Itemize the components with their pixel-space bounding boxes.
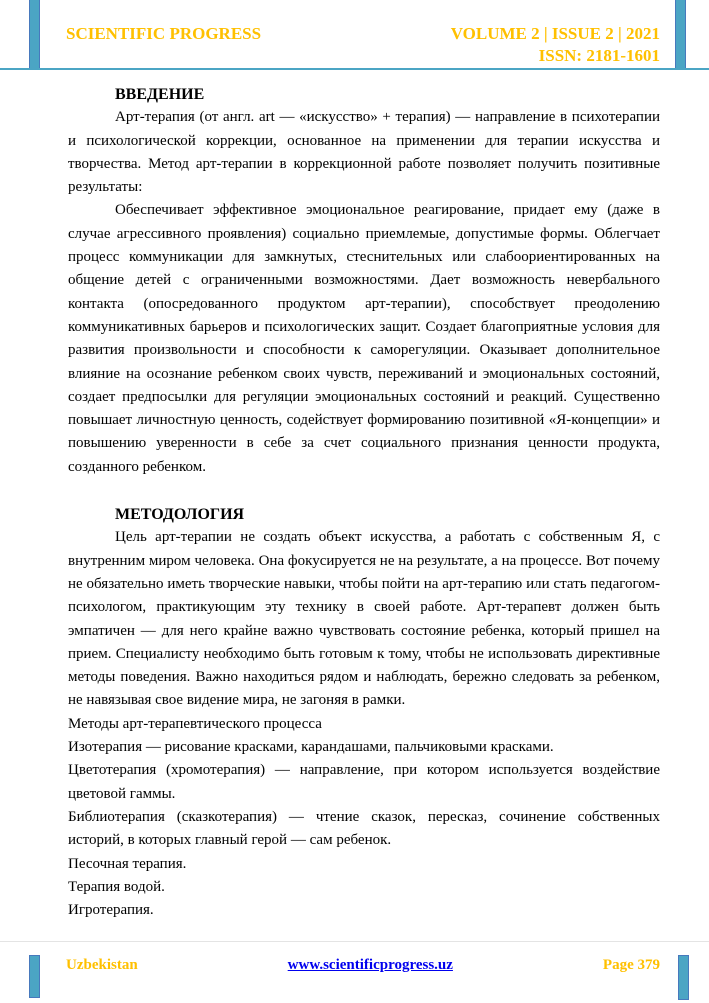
article-body xyxy=(68,83,660,918)
method-line-colortherapy: Цветотерапия (хромотерапия) — направление, при котором используется воздействие цветовой гаммы. xyxy=(68,762,660,802)
methodology-paragraph-1: Цель арт-терапии не создать объект искусства, а работать с собственным Я, с внутренним миром человека. Она фокусируется не на результате, а на процессе. Вот почему не обязательно иметь творческие навыки, чтобы пойти на арт-терапию или стать педагогом-психологом, практикующим эту технику в своей работе. Арт-терапевт должен быть эмпатичен — для него крайне важно чувствовать состояние ребенка, который пришел на прием. Специалисту необходимо быть готовым к тому, чтобы не использовать директивные методы поведения. Важно находиться рядом и наблюдать, бережно следовать за ребенком, не навязывая свое видение мира, не загоняя в рамки. xyxy=(68,529,660,709)
footer-accent-bar-right xyxy=(678,955,689,1000)
header-rule xyxy=(0,68,709,70)
page-header xyxy=(66,23,660,67)
method-line-bibliotherapy: Библиотерапия (сказкотерапия) — чтение сказок, пересказ, сочинение собственных историй, в которых главный герой — сам ребенок. xyxy=(68,808,660,849)
volume-issue-label: VOLUME 2 | ISSUE 2 | 2021 xyxy=(450,24,660,43)
footer-site-link[interactable]: www.scientificprogress.uz xyxy=(287,957,453,973)
issue-info xyxy=(451,23,660,67)
journal-title: SCIENTIFIC PROGRESS xyxy=(66,24,262,43)
methods-list-title: Методы арт-терапевтического процесса xyxy=(68,715,322,732)
method-line-watertherapy: Терапия водой. xyxy=(68,878,165,895)
issn-label: ISSN: 2181-1601 xyxy=(538,46,660,65)
method-line-sandtherapy: Песочная терапия. xyxy=(68,855,187,872)
footer-accent-bar-left xyxy=(29,955,40,998)
intro-paragraph-1: Арт-терапия (от англ. art — «искусство» + терапия) — направление в психотерапии и психологической коррекции, основанное на применении для терапии искусства и творчества. Метод арт-терапии в коррекционной работе позволяет получить позитивные результаты: xyxy=(68,109,660,196)
header-accent-bar-left xyxy=(29,0,40,69)
page-footer xyxy=(66,955,660,975)
method-line-playtherapy: Игротерапия. xyxy=(68,902,154,918)
header-accent-bar-right xyxy=(675,0,686,69)
section-heading-methodology: МЕТОДОЛОГИЯ xyxy=(115,506,245,524)
method-line-izotherapy: Изотерапия — рисование красками, карандашами, пальчиковыми красками. xyxy=(68,739,554,756)
section-heading-introduction: ВВЕДЕНИЕ xyxy=(115,86,205,103)
intro-paragraph-2: Обеспечивает эффективное эмоциональное реагирование, придает ему (даже в случае агрессивного проявления) социально приемлемые, допустимые формы. Облегчает процесс коммуникации для замкнутых, стеснительных или слабоориентированных на общение детей с ограниченными возможностями. Дает возможность невербального контакта (опосредованного продуктом арт-терапии), способствует преодолению коммуникативных барьеров и психологических защит. Создает благоприятные условия для развития произвольности и способности к саморегуляции. Оказывает дополнительное влияние на осознание ребенком своих чувств, переживаний и эмоциональных состояний, создает предпосылки для регуляции эмоциональных состояний и реакций. Существенно повышает личностную ценность, содействует формированию позитивной «Я-концепции» и повышению уверенности в себе за счет социального признания ценности продукта, созданного ребенком. xyxy=(68,202,660,475)
footer-page-number: Page 379 xyxy=(602,957,660,973)
footer-rule xyxy=(0,941,709,942)
footer-country-label: Uzbekistan xyxy=(66,957,138,973)
